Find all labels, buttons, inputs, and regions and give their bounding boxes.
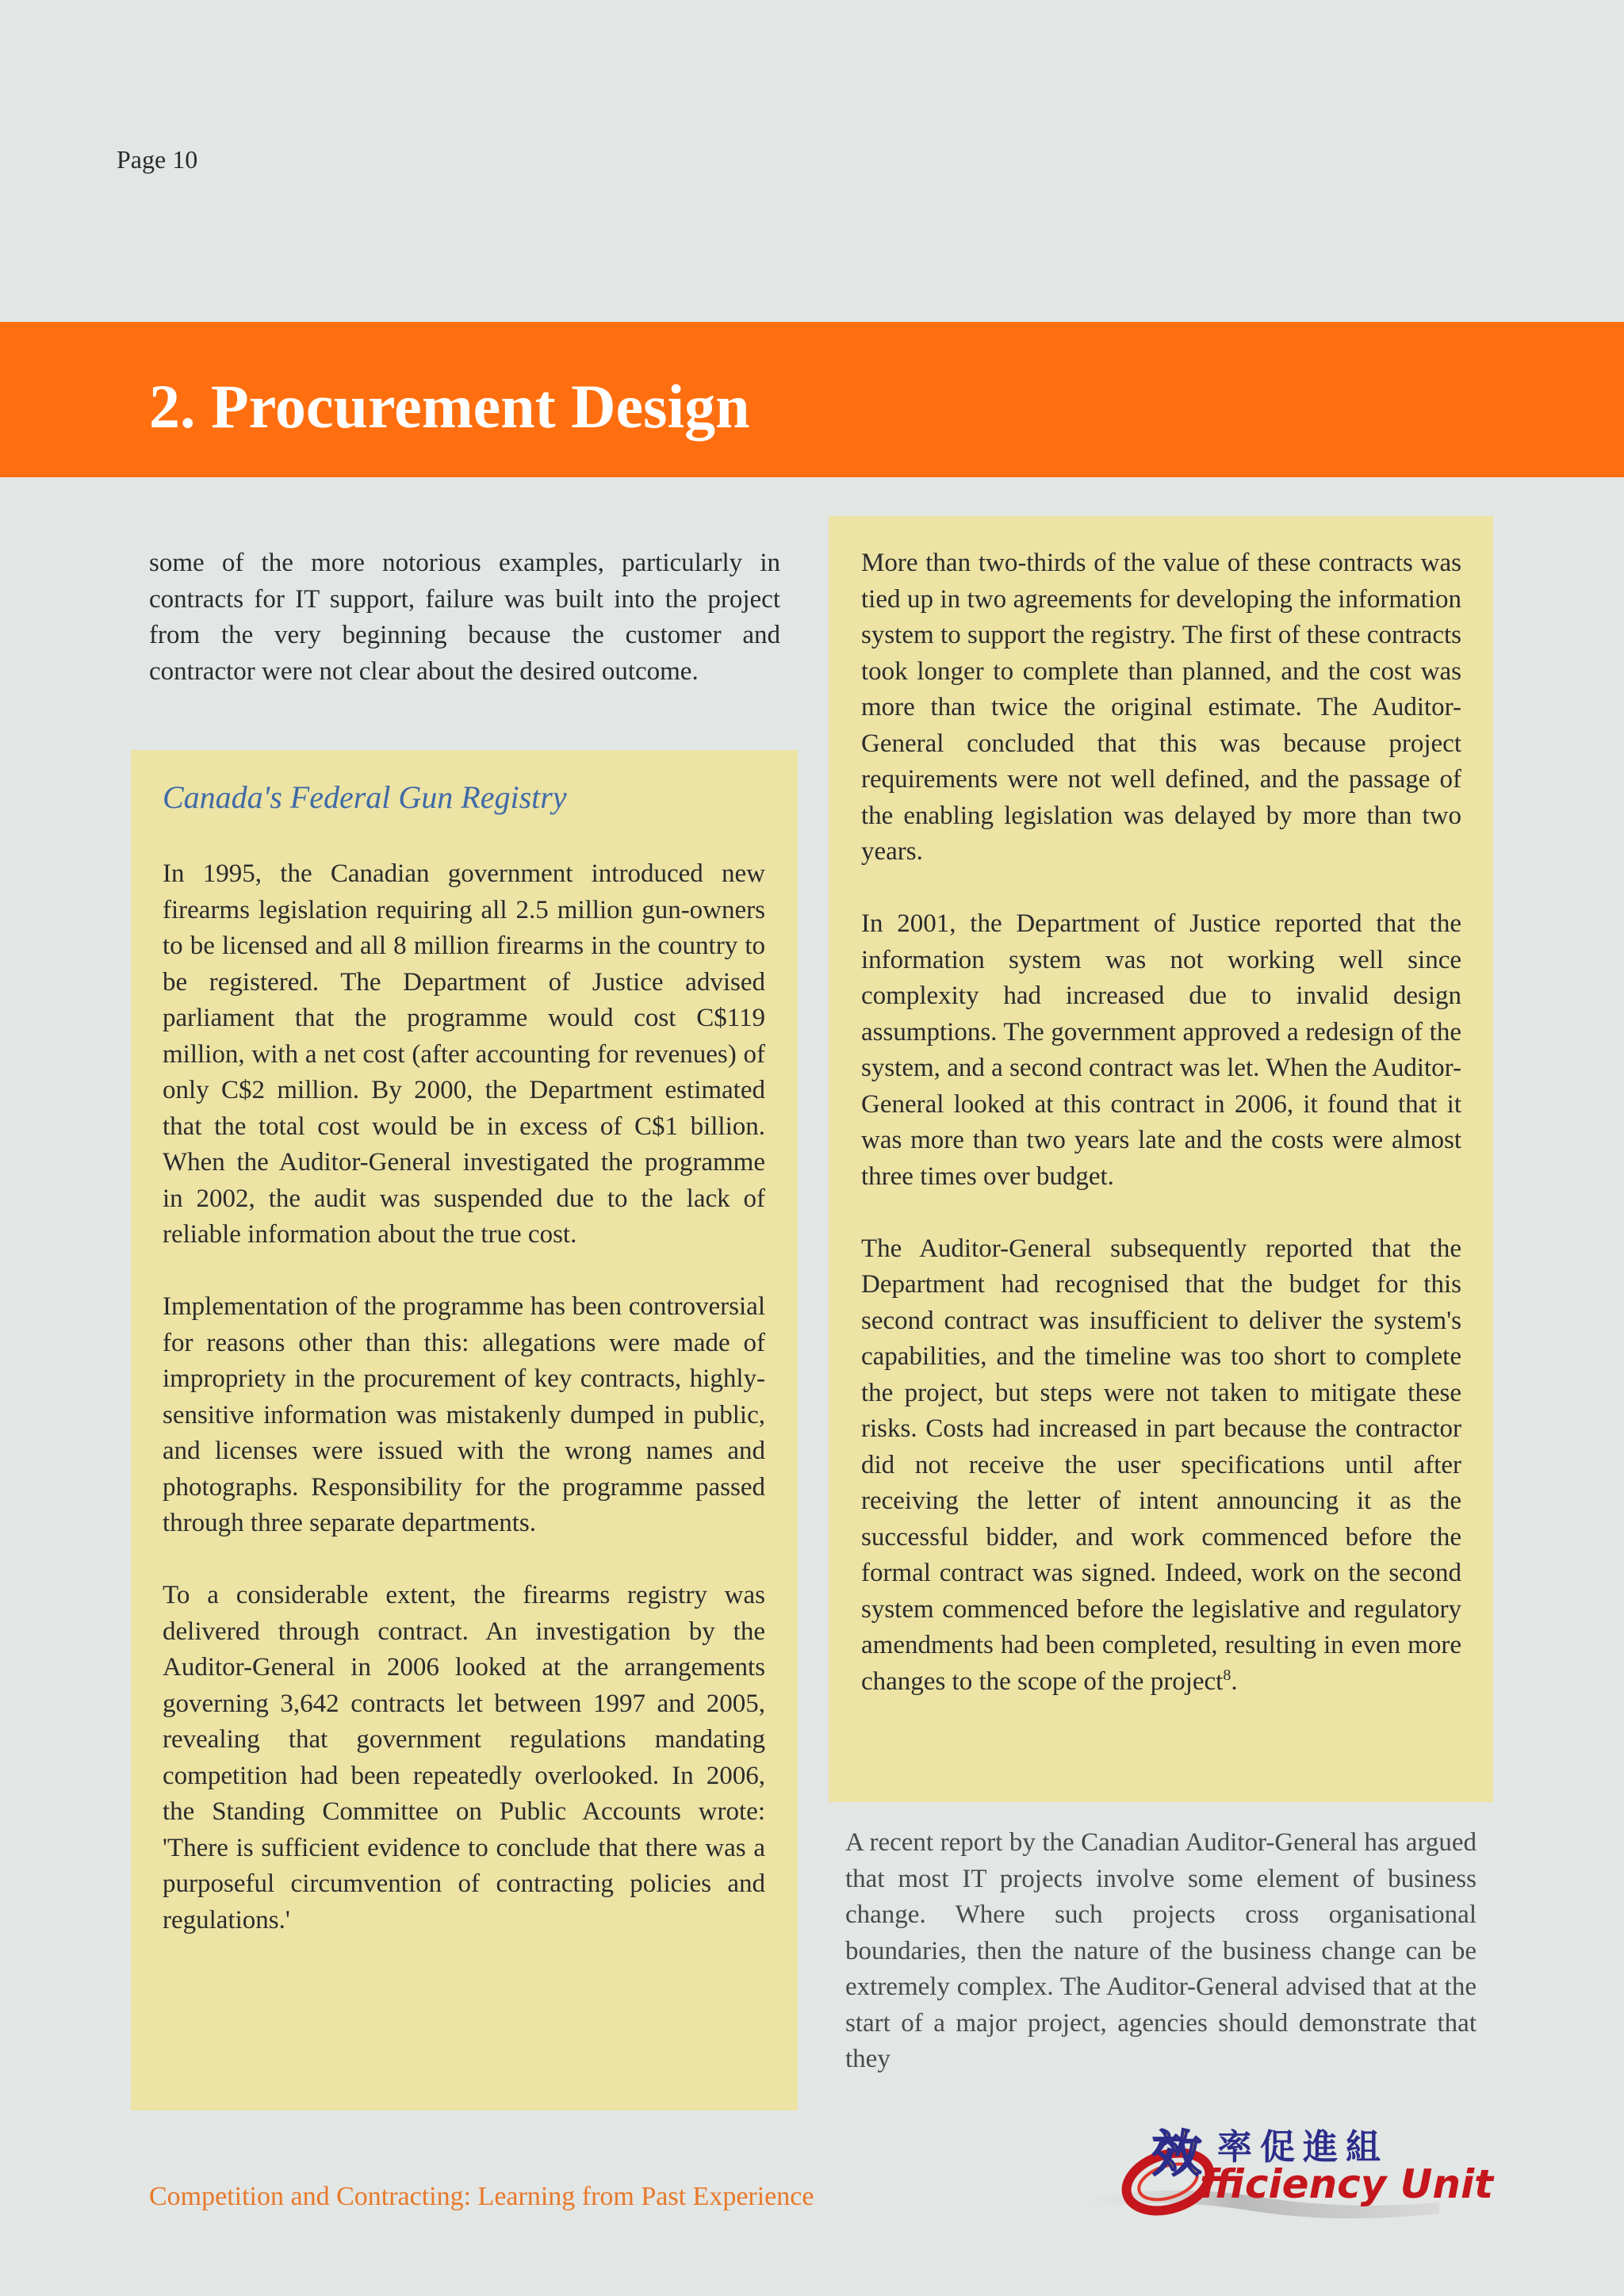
case-study-paragraph: In 2001, the Department of Justice reported that the information system was not working well since complexity had increased due to invalid design assumptions. The government approved a redesign of the system, and a second contract was let. When the Auditor-General looked at this contract in 2006, it found that it was more than two years late and the costs were almost three times over budget.	[861, 909, 1461, 1191]
intro-text	[149, 545, 780, 690]
case-study-title: Canada's Federal Gun Registry	[163, 779, 567, 815]
outro-paragraph: A recent report by the Canadian Auditor-General has argued that most IT projects involve some element of business change. Where such projects cross organisational boundaries, then the nature of the business change can be extremely complex. The Auditor-General advised that at the start of a major project, agencies should demonstrate that they	[845, 1828, 1477, 2073]
page-number: Page 10	[117, 145, 198, 174]
case-study-right-column	[861, 545, 1461, 1700]
logo-english-name: fficiency Unit	[1200, 2161, 1494, 2207]
case-study-paragraph: Implementation of the programme has been controversial for reasons other than this: allegations were made of impropriety in the procurement of key contracts, highly-sensitive information was mistakenly dumped in public, and licenses were issued with the wrong names and photographs. Responsibility for the programme passed through three separate departments.	[163, 1292, 765, 1537]
paragraph-end-punctuation: .	[1231, 1667, 1238, 1696]
efficiency-unit-logo	[1067, 2109, 1494, 2236]
footer-publication-title: Competition and Contracting: Learning from Past Experience	[149, 2182, 814, 2211]
logo-chinese-mark: 效	[1152, 2125, 1202, 2183]
footnote-reference[interactable]: 8	[1223, 1666, 1231, 1684]
case-study-left-column	[163, 856, 765, 1938]
case-study-paragraph: More than two-thirds of the value of these contracts was tied up in two agreements for developing the information system to support the registry. The first of these contracts took longer to complete than planned, and the cost was more than twice the original estimate. The Auditor-General concluded that this was because project requirements were not well defined, and the passage of the enabling legislation was delayed by more than two years.	[861, 549, 1461, 866]
section-title: 2. Procurement Design	[149, 372, 750, 441]
outro-text	[845, 1825, 1477, 2078]
case-study-paragraph: To a considerable extent, the firearms registry was delivered through contract. An investigation by the Auditor-General in 2006 looked at the arrangements governing 3,642 contracts let between 1997 and 2005, revealing that government regulations mandating competition had been repeatedly overlooked. In 2006, the Standing Committee on Public Accounts wrote: 'There is sufficient evidence to conclude that there was a purposeful circumvention of contracting policies and regulations.'	[163, 1581, 765, 1934]
case-study-paragraph-text: The Auditor-General subsequently reported that the Department had recognised that the budget for this second contract was insufficient to deliver the system's capabilities, and the timeline was too short to complete the project, but steps were not taken to mitigate these risks. Costs had increased in part because the contractor did not receive the user specifications until after receiving the letter of intent announcing it as the successful bidder, and work commenced before the formal contract was signed. Indeed, work on the second system commenced before the legislative and regulatory amendments had been completed, resulting in even more changes to the scope of the project	[861, 1234, 1461, 1696]
logo-chinese-name: 率促進組	[1217, 2127, 1388, 2168]
case-study-paragraph	[861, 1231, 1461, 1701]
case-study-paragraph: In 1995, the Canadian government introduced new firearms legislation requiring all 2.5 million gun-owners to be licensed and all 8 million firearms in the country to be registered. The Department of Justice advised parliament that the programme would cost C$119 million, with a net cost (after accounting for revenues) of only C$2 million. By 2000, the Department estimated that the total cost would be in excess of C$1 billion. When the Auditor-General investigated the programme in 2002, the audit was suspended due to the lack of reliable information about the true cost.	[163, 859, 765, 1249]
intro-paragraph: some of the more notorious examples, particularly in contracts for IT support, failure was built into the project from the very beginning because the customer and contractor were not clear about the desired outcome.	[149, 549, 780, 686]
